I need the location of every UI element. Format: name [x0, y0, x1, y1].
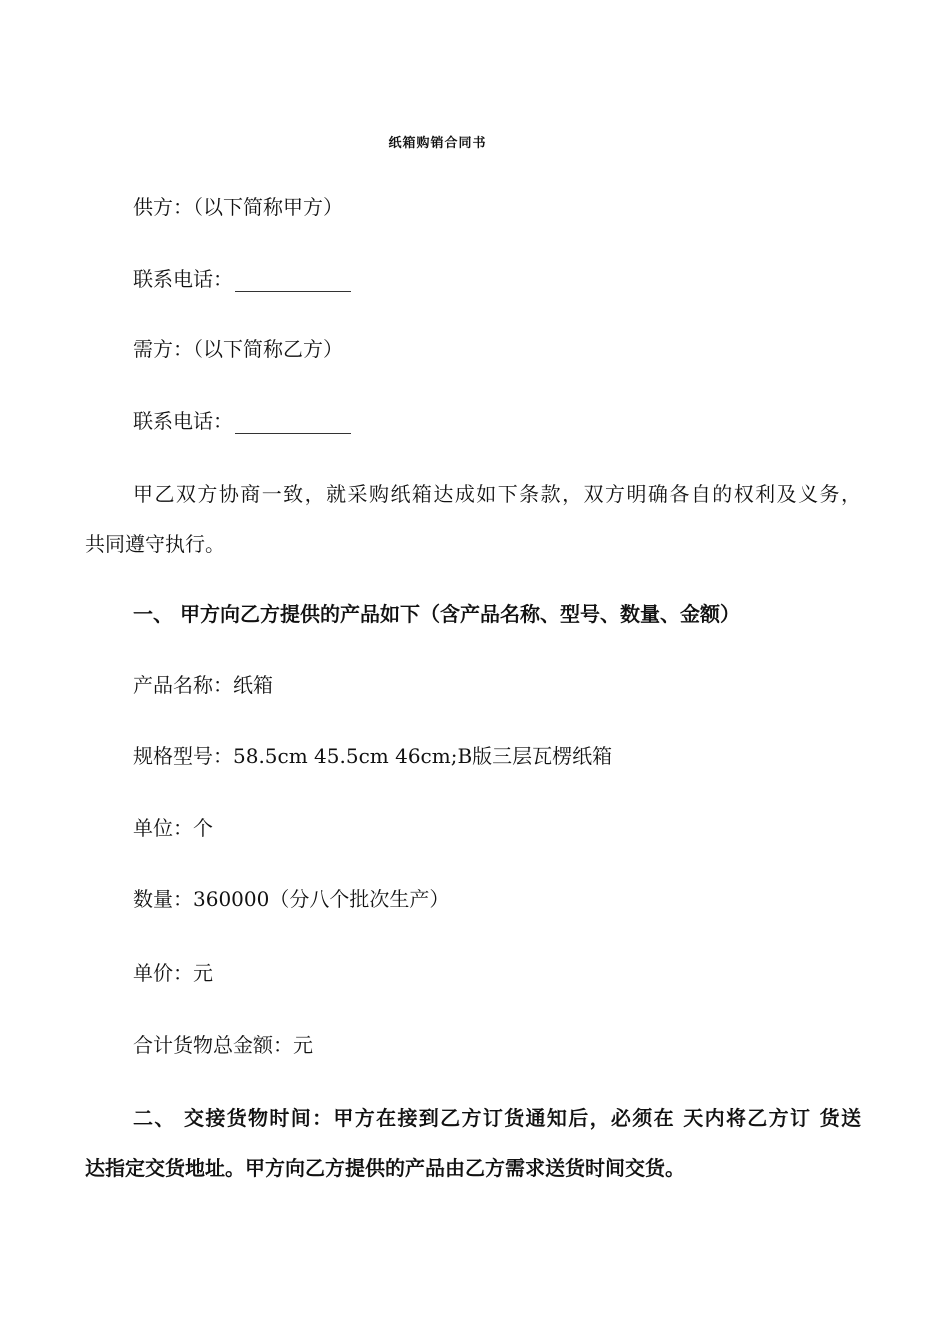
- supplier-phone-blank: [235, 271, 351, 292]
- intro-paragraph-line1: 甲乙双方协商一致，就采购纸箱达成如下条款，双方明确各自的权利及义务，: [133, 482, 861, 506]
- product-unit: 单位：个: [133, 816, 213, 840]
- product-quantity: 数量：360000（分八个批次生产）: [133, 887, 450, 911]
- buyer-label: 需方：（以下简称乙方）: [133, 337, 343, 361]
- supplier-phone-row: [133, 266, 351, 292]
- product-name: 产品名称：纸箱: [133, 673, 273, 697]
- total-amount: 合计货物总金额：元: [133, 1033, 313, 1057]
- buyer-phone-blank: [235, 413, 351, 434]
- buyer-phone-label: 联系电话：: [133, 409, 233, 433]
- section2-line1: 二、 交接货物时间：甲方在接到乙方订货通知后，必须在 天内将乙方订 货送: [133, 1106, 861, 1130]
- section1-heading: 一、 甲方向乙方提供的产品如下（含产品名称、型号、数量、金额）: [133, 602, 740, 626]
- buyer-phone-row: [133, 408, 351, 434]
- intro-paragraph-line2: 共同遵守执行。: [85, 532, 225, 556]
- unit-price: 单价：元: [133, 961, 213, 985]
- supplier-phone-label: 联系电话：: [133, 267, 233, 291]
- document-title: 纸箱购销合同书: [388, 136, 487, 151]
- product-spec: 规格型号：58.5cm 45.5cm 46cm;B版三层瓦楞纸箱: [133, 744, 613, 768]
- section2-line2: 达指定交货地址。甲方向乙方提供的产品由乙方需求送货时间交货。: [85, 1156, 685, 1180]
- supplier-label: 供方：（以下简称甲方）: [133, 195, 343, 219]
